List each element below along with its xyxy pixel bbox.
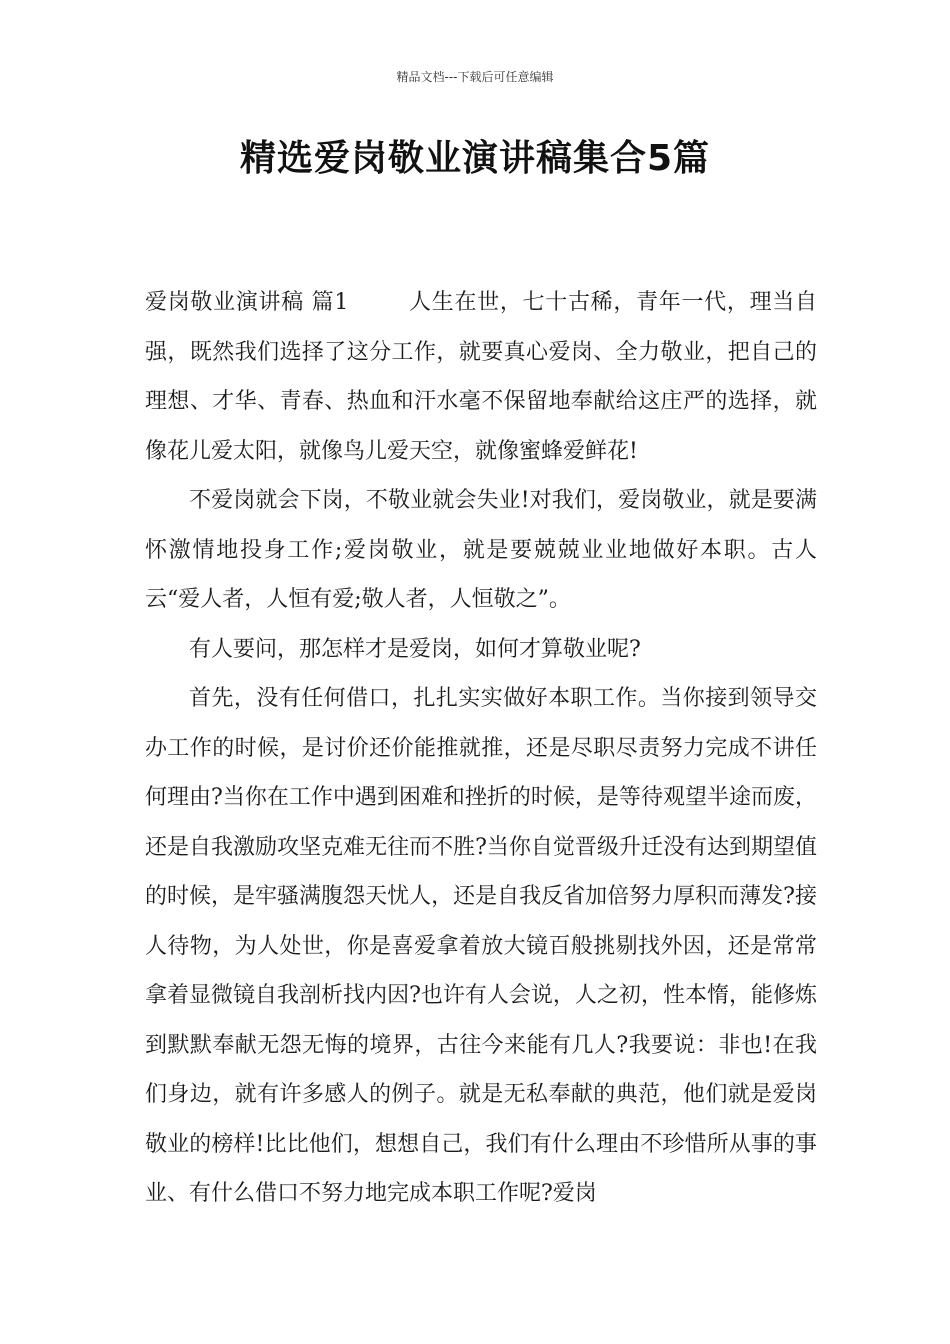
paragraph-1-text: 人生在世，七十古稀，青年一代，理当自强，既然我们选择了这分工作，就要真心爱岗、全力敬业，把自己的理想、才华、青春、热血和汗水毫不保留地奉献给这庄严的选择，就像花儿爱太阳，就像鸟儿爱天空，就像蜜蜂爱鲜花! — [145, 290, 817, 464]
paragraph-3: 有人要问，那怎样才是爱岗，如何才算敬业呢? — [189, 636, 641, 662]
paragraph-4: 首先，没有任何借口，扎扎实实做好本职工作。当你接到领导交办工作的时候，是讨价还价能推就推，还是尽职尽责努力完成不讲任何理由?当你在工作中遇到困难和挫折的时候，是等待观望半途而废，还是自我激励攻坚克难无往而不胜?当你自觉晋级升迁没有达到期望值的时候，是牢骚满腹怨天忧人，还是自我反省加倍努力厚积而薄发?接人待物，为人处世，你是喜爱拿着放大镜百般挑剔找外因，还是常常拿着显微镜自我剖析找内因?也许有人会说，人之初，性本惰，能修炼到默默奉献无怨无悔的境界，古往今来能有几人?我要说：非也!在我们身边，就有许多感人的例子。就是无私奉献的典范，他们就是爱岗敬业的榜样!比比他们，想想自己，我们有什么理由不珍惜所从事的事业、有什么借口不努力地完成本职工作呢?爱岗 — [145, 686, 817, 1206]
paragraph-2: 不爱岗就会下岗，不敬业就会失业!对我们，爱岗敬业，就是要满怀激情地投身工作;爱岗敬业，就是要兢兢业业地做好本职。古人云“爱人者，人恒有爱;敬人者，人恒敬之”。 — [145, 488, 817, 612]
page-header: 精品文档---下载后可任意编辑 — [396, 70, 554, 84]
section-label: 爱岗敬业演讲稿 篇1 — [145, 290, 349, 315]
document-body — [145, 278, 817, 1219]
document-title: 精选爱岗敬业演讲稿集合5篇 — [239, 138, 711, 179]
paragraph-1 — [145, 278, 817, 476]
